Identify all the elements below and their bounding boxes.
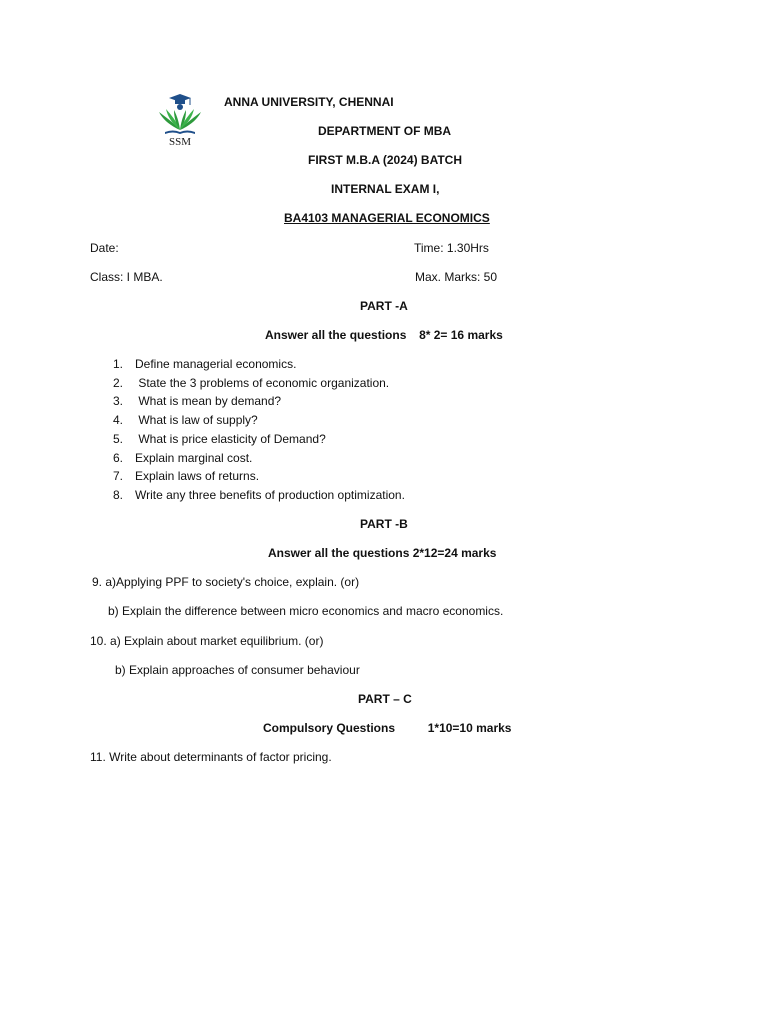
question-text: Define managerial economics. [135,357,297,371]
part-a-instruction-text: Answer all the questions [265,328,407,342]
batch-title: FIRST M.B.A (2024) BATCH [308,153,463,167]
question-number: 6. [113,451,124,465]
question-number: 2. [113,376,124,390]
question-number: 4. [113,413,124,427]
question-item [113,376,389,390]
question-text: What is price elasticity of Demand? [135,432,326,446]
institution-logo [153,92,207,152]
class-label: Class: I MBA. [90,270,163,284]
question-item [113,413,258,427]
university-name: ANNA UNIVERSITY, CHENNAI [224,95,394,109]
part-a-marks: 8* 2= 16 marks [419,328,503,342]
question-9a: 9. a)Applying PPF to society's choice, explain. (or) [92,575,360,589]
question-item [113,469,259,483]
time-label: Time: 1.30Hrs [414,241,489,255]
logo-text: SSM [168,136,192,148]
question-10a: 10. a) Explain about market equilibrium. (or) [90,634,324,648]
question-number: 7. [113,469,124,483]
subject-title: BA4103 MANAGERIAL ECONOMICS [284,211,490,225]
part-c-instruction [263,721,511,735]
question-text: Explain laws of returns. [135,469,260,483]
question-number: 5. [113,432,124,446]
question-text: Write any three benefits of production optimization. [135,488,405,502]
question-item [113,357,296,371]
question-text: What is mean by demand? [135,394,282,408]
date-label: Date: [90,241,119,255]
part-b-title: PART -B [360,517,408,531]
question-item [113,432,326,446]
question-number: 3. [113,394,124,408]
part-c-instruction-text: Compulsory Questions [263,721,396,735]
question-number: 1. [113,357,124,371]
part-c-marks: 1*10=10 marks [427,721,512,735]
question-10b: b) Explain approaches of consumer behaviour [115,663,360,677]
question-text: Explain marginal cost. [135,451,253,465]
question-item [113,451,252,465]
question-text: State the 3 problems of economic organization. [135,376,390,390]
max-marks-label: Max. Marks: 50 [415,270,498,284]
part-a-instruction [265,328,503,342]
part-a-title: PART -A [360,299,408,313]
question-text: What is law of supply? [135,413,258,427]
question-number: 8. [113,488,124,502]
part-b-instruction: Answer all the questions 2*12=24 marks [268,546,497,560]
question-9b: b) Explain the difference between micro economics and macro economics. [108,604,504,618]
question-item [113,488,405,502]
department-name: DEPARTMENT OF MBA [318,124,452,138]
question-11: 11. Write about determinants of factor pricing. [90,750,332,764]
question-item [113,394,281,408]
part-c-title: PART – C [358,692,412,706]
graduation-cap-logo-icon [153,92,207,152]
exam-title: INTERNAL EXAM I, [331,182,440,196]
